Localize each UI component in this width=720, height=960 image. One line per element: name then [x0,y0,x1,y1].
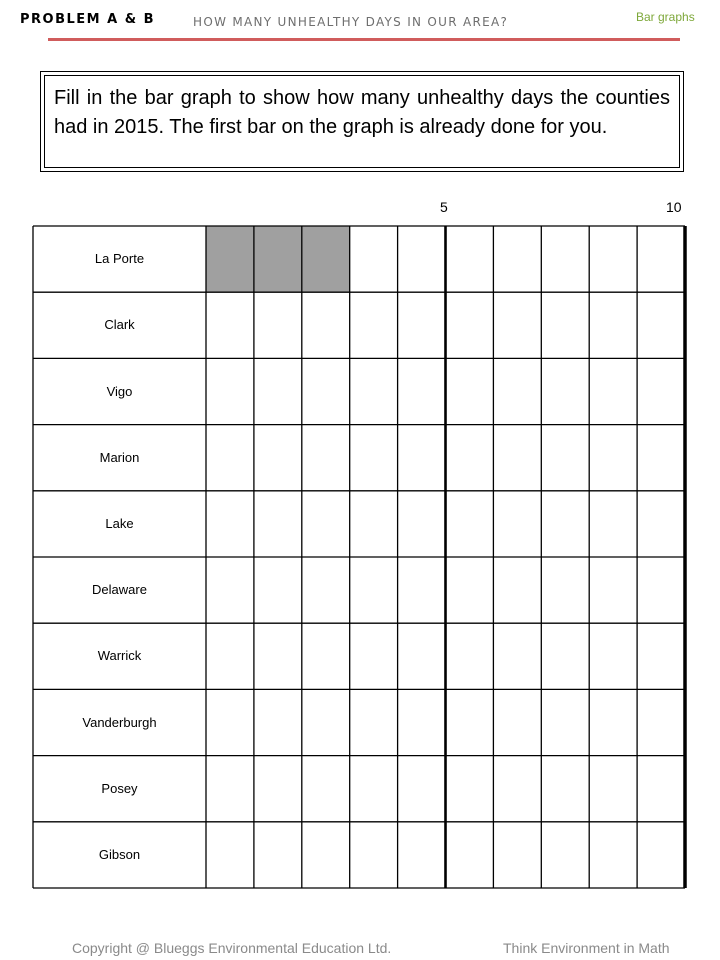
topic-label: Bar graphs [636,10,695,24]
footer-copyright: Copyright @ Blueggs Environmental Education Ltd. [72,940,392,956]
footer-tagline: Think Environment in Math [503,940,670,956]
question-title: HOW MANY UNHEALTHY DAYS IN OUR AREA? [193,15,509,29]
county-label-lake: Lake [105,515,134,531]
problem-label: PROBLEM A & B [20,12,155,27]
county-label-vigo: Vigo [106,383,133,399]
county-label-warrick: Warrick [97,648,142,664]
county-label-posey: Posey [101,780,138,796]
county-label-vanderburgh: Vanderburgh [82,714,157,730]
county-label-gibson: Gibson [98,846,141,862]
tick-label-5: 5 [440,199,448,215]
county-label-clark: Clark [104,317,135,333]
bar-la-porte [206,226,350,292]
tick-label-10: 10 [666,199,682,215]
county-label-la-porte: La Porte [94,251,145,267]
county-label-delaware: Delaware [92,582,147,598]
county-label-marion: Marion [99,449,140,465]
instructions-text: Fill in the bar graph to show how many unhealthy days the counties had in 2015. The first bar on the graph is already done for you. [44,75,680,168]
